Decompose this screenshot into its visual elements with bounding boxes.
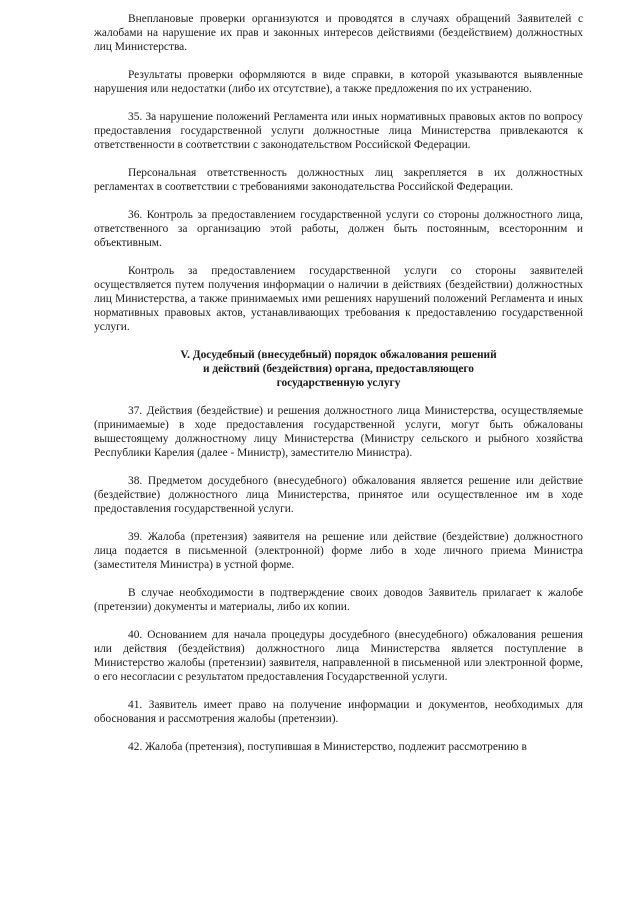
section-title-line-3: государственную услугу — [276, 377, 401, 389]
paragraph-41: 41. Заявитель имеет право на получение информации и документов, необходимых для обоснования и рассмотрения жалобы (претензии). — [94, 699, 583, 725]
paragraph-unscheduled-inspections: Внеплановые проверки организуются и проводятся в случаях обращений Заявителей с жалобами на нарушение их прав и законных интересов действиями (бездействием) должностных лиц Министерства. — [94, 13, 583, 53]
paragraph-inspection-results: Результаты проверки оформляются в виде справки, в которой указываются выявленные нарушения или недостатки (либо их отсутствие), а также предложения по их устранению. — [94, 69, 583, 95]
paragraph-42: 42. Жалоба (претензия), поступившая в Министерство, подлежит рассмотрению в — [128, 741, 527, 753]
section-v-title — [94, 348, 583, 390]
section-title-line-1: V. Досудебный (внесудебный) порядок обжалования решений — [180, 349, 497, 361]
paragraph-37: 37. Действия (бездействие) и решения должностного лица Министерства, осуществляемые (принимаемые) в ходе предоставления государственной услуги, могут быть обжалованы вышестоящему должностному лицу Министерства (Министру сельского и рыбного хозяйства Республики Карелия (далее - Министр), заместителю Министра). — [94, 405, 583, 459]
paragraph-35: 35. За нарушение положений Регламента или иных нормативных правовых актов по вопросу предоставления государственной услуги должностные лица Министерства привлекаются к ответственности в соответствии с законодательством Российской Федерации. — [94, 111, 583, 151]
section-title-line-2: и действий (бездействия) органа, предоставляющего — [203, 363, 474, 375]
paragraph-36: 36. Контроль за предоставлением государственной услуги со стороны должностного лица, ответственного за организацию этой работы, должен быть постоянным, всесторонним и объективным. — [94, 209, 583, 249]
paragraph-supporting-documents: В случае необходимости в подтверждение своих доводов Заявитель прилагает к жалобе (претензии) документы и материалы, либо их копии. — [94, 587, 583, 613]
paragraph-applicant-control: Контроль за предоставлением государственной услуги со стороны заявителей осуществляется путем получения информации о наличии в действиях (бездействии) должностных лиц Министерства, а также принимаемых ими решениях нарушений положений Регламента и иных нормативных правовых актов, устанавливающих требования к предоставлению государственной услуги. — [94, 265, 583, 333]
paragraph-38: 38. Предметом досудебного (внесудебного) обжалования является решение или действие (бездействие) должностного лица Министерства, принятое или осуществленное им в ходе предоставления государственной услуги. — [94, 475, 583, 515]
paragraph-40: 40. Основанием для начала процедуры досудебного (внесудебного) обжалования решения или действия (бездействия) должностного лица Министерства является поступление в Министерство жалобы (претензии) заявителя, направленной в письменной или электронной форме, о его несогласии с результатом предоставления Государственной услуги. — [94, 629, 583, 683]
paragraph-39: 39. Жалоба (претензия) заявителя на решение или действие (бездействие) должностного лица подается в письменной (электронной) форме либо в ходе личного приема Министра (заместителя Министра) в устной форме. — [94, 531, 583, 571]
paragraph-personal-responsibility: Персональная ответственность должностных лиц закрепляется в их должностных регламентах в соответствии с требованиями законодательства Российской Федерации. — [94, 167, 583, 193]
